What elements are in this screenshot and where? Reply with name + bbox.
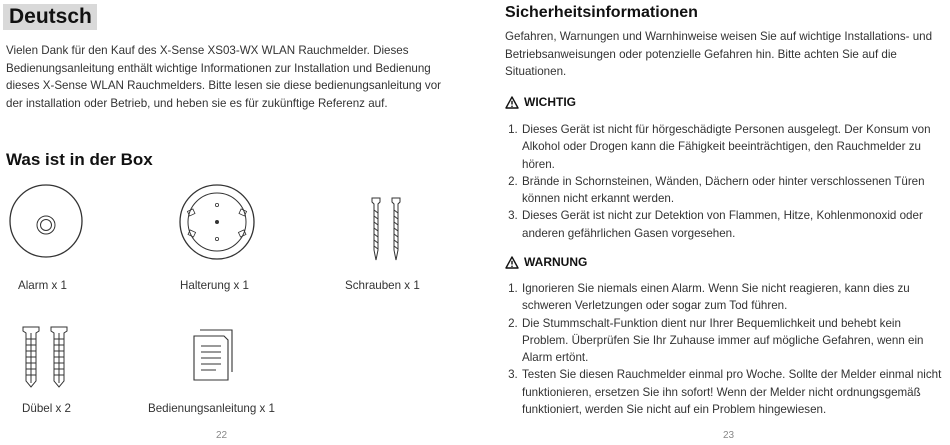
manual-icon: [188, 328, 240, 384]
intro-paragraph: Vielen Dank für den Kauf des X-Sense XS03-WX WLAN Rauchmelder. Dieses Bedienungsanleitung enthält wichtige Informationen zur Installation und Bedienung dieses X-Sense WLAN Rauchmelders. Bitte lesen sie diese bedienungsanleitung vor der installation oder Betrieb, und heben sie es für zukünftige Referenz auf.: [6, 44, 442, 110]
mounting-bracket-icon: [178, 183, 256, 261]
left-page: [0, 0, 460, 445]
wall-anchors-icon: [17, 323, 73, 389]
warning-label: WARNUNG: [524, 255, 588, 269]
list-item: 1. Dieses Gerät ist nicht für hörgeschädigte Personen ausgelegt. Der Konsum von Alkohol oder Drogen kann die Fähigkeit beeinträchtigen, den Rauchmelder zu hören.: [521, 121, 945, 173]
item-label: Bedienungsanleitung x 1: [148, 402, 275, 415]
warning-triangle-icon: [505, 96, 519, 109]
important-label: WICHTIG: [524, 95, 576, 109]
item-label: Dübel x 2: [22, 402, 71, 415]
warning-triangle-icon: [505, 256, 519, 269]
warning-heading: [505, 255, 587, 269]
important-list: [505, 121, 945, 242]
language-badge: Deutsch: [3, 4, 97, 30]
screws-icon: [362, 196, 412, 262]
important-heading: [505, 95, 576, 109]
list-item: 3. Dieses Gerät ist nicht zur Detektion von Flammen, Hitze, Kohlenmonoxid oder anderen gefährlichen Gasen vorgesehen.: [521, 207, 945, 242]
warning-list: [505, 280, 945, 418]
page-number: 23: [723, 430, 735, 441]
safety-title: Sicherheitsinformationen: [505, 4, 698, 21]
list-item: 1. Ignorieren Sie niemals einen Alarm. Wenn Sie nicht reagieren, kann dies zu schweren Verletzungen oder sogar zum Tod führen.: [521, 280, 945, 315]
item-label: Alarm x 1: [18, 279, 67, 292]
safety-intro: Gefahren, Warnungen und Warnhinweise weisen Sie auf wichtige Installations- und Betriebsanweisungen oder potenzielle Gefahren hin. Bitte achten Sie auf die Situationen.: [505, 30, 933, 79]
list-item: 3. Testen Sie diesen Rauchmelder einmal pro Woche. Sollte der Melder einmal nicht funktionieren, ersetzen Sie ihn sofort! Wenn der Melder nicht ordnungsgemäß funktioniert, werden Sie nicht auf ein Problem hingewiesen.: [521, 366, 945, 418]
list-item: 2. Die Stummschalt-Funktion dient nur Ihrer Bequemlichkeit und behebt kein Problem. Überprüfen Sie Ihr Zuhause immer auf mögliche Gefahren, wenn ein Alarm ertönt.: [521, 315, 945, 367]
item-label: Schrauben x 1: [345, 279, 420, 292]
page-number: 22: [216, 430, 228, 441]
box-contents-heading: Was ist in der Box: [6, 150, 153, 169]
right-page: [505, 0, 945, 445]
alarm-icon: [8, 183, 84, 259]
item-label: Halterung x 1: [180, 279, 249, 292]
list-item: 2. Brände in Schornsteinen, Wänden, Dächern oder hinter verschlossenen Türen können nicht erkannt werden.: [521, 173, 945, 208]
